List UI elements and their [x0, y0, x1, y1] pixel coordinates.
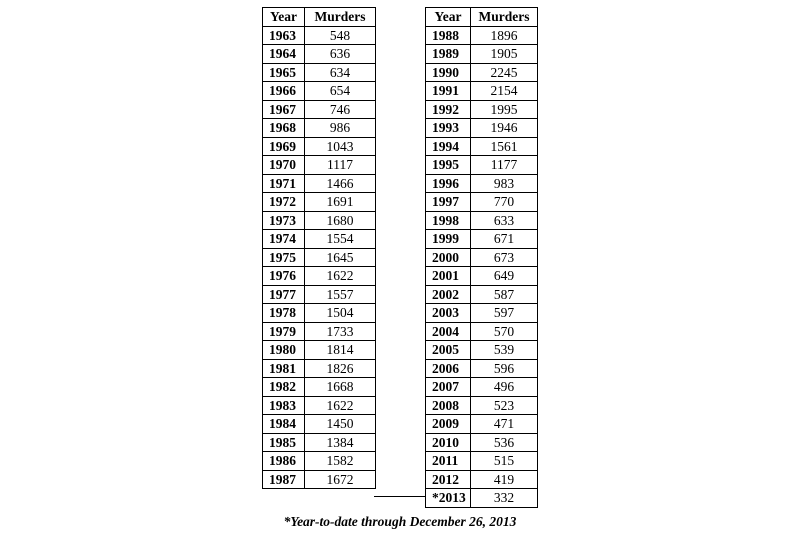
year-cell: 2004	[426, 322, 471, 341]
murders-cell: 523	[471, 396, 538, 415]
year-cell: 1995	[426, 156, 471, 175]
table-row	[263, 174, 376, 193]
year-cell: 1977	[263, 285, 305, 304]
table-row	[263, 285, 376, 304]
table-row	[426, 378, 538, 397]
murders-cell: 983	[471, 174, 538, 193]
year-cell: 1982	[263, 378, 305, 397]
murders-table-right	[425, 7, 538, 508]
year-cell: 2006	[426, 359, 471, 378]
murders-cell: 1905	[471, 45, 538, 64]
murders-cell: 1946	[471, 119, 538, 138]
murders-cell: 1043	[305, 137, 376, 156]
murders-cell: 1557	[305, 285, 376, 304]
year-cell: 2002	[426, 285, 471, 304]
table-row	[263, 82, 376, 101]
right-table-body	[426, 26, 538, 507]
murders-cell: 634	[305, 63, 376, 82]
table-row	[426, 63, 538, 82]
table-header-row	[263, 8, 376, 27]
murders-cell: 673	[471, 248, 538, 267]
year-cell: 2007	[426, 378, 471, 397]
murders-column-header: Murders	[471, 8, 538, 27]
year-cell: 1997	[426, 193, 471, 212]
murders-cell: 496	[471, 378, 538, 397]
table-row	[426, 489, 538, 508]
year-cell: 1999	[426, 230, 471, 249]
murders-cell: 1672	[305, 470, 376, 489]
year-cell: 2001	[426, 267, 471, 286]
year-cell: 2012	[426, 470, 471, 489]
footnote: *Year-to-date through December 26, 2013	[283, 514, 517, 529]
murders-cell: 1733	[305, 322, 376, 341]
table-row	[426, 470, 538, 489]
murders-cell: 1117	[305, 156, 376, 175]
table-row	[263, 322, 376, 341]
table-row	[426, 230, 538, 249]
year-cell: 2003	[426, 304, 471, 323]
table-row	[426, 156, 538, 175]
murders-table-left	[262, 7, 376, 489]
year-cell: 1978	[263, 304, 305, 323]
murders-cell: 1645	[305, 248, 376, 267]
murders-cell: 1466	[305, 174, 376, 193]
year-cell: 1989	[426, 45, 471, 64]
table-row	[263, 211, 376, 230]
year-cell: 1970	[263, 156, 305, 175]
murders-cell: 654	[305, 82, 376, 101]
table-row	[426, 100, 538, 119]
year-cell: *2013	[426, 489, 471, 508]
table-row	[263, 341, 376, 360]
murders-cell: 536	[471, 433, 538, 452]
table-row	[426, 341, 538, 360]
year-cell: 1969	[263, 137, 305, 156]
murders-cell: 471	[471, 415, 538, 434]
murders-cell: 1691	[305, 193, 376, 212]
murders-cell: 539	[471, 341, 538, 360]
table-row	[263, 45, 376, 64]
murders-cell: 332	[471, 489, 538, 508]
murders-cell: 548	[305, 26, 376, 45]
murders-cell: 671	[471, 230, 538, 249]
table-row	[263, 452, 376, 471]
year-cell: 1964	[263, 45, 305, 64]
murders-cell: 986	[305, 119, 376, 138]
table-row	[426, 211, 538, 230]
murders-cell: 570	[471, 322, 538, 341]
murders-cell: 746	[305, 100, 376, 119]
table-row	[263, 396, 376, 415]
table-connector-line	[374, 496, 426, 497]
murders-cell: 1680	[305, 211, 376, 230]
murders-cell: 596	[471, 359, 538, 378]
year-cell: 1990	[426, 63, 471, 82]
year-cell: 2000	[426, 248, 471, 267]
year-cell: 1963	[263, 26, 305, 45]
year-cell: 2011	[426, 452, 471, 471]
year-cell: 1972	[263, 193, 305, 212]
table-row	[426, 193, 538, 212]
year-cell: 1993	[426, 119, 471, 138]
year-cell: 1976	[263, 267, 305, 286]
left-table-body	[263, 26, 376, 489]
year-cell: 1971	[263, 174, 305, 193]
year-cell: 1991	[426, 82, 471, 101]
table-row	[426, 119, 538, 138]
murders-cell: 636	[305, 45, 376, 64]
year-cell: 1986	[263, 452, 305, 471]
table-row	[263, 156, 376, 175]
murders-cell: 1582	[305, 452, 376, 471]
table-row	[263, 26, 376, 45]
murders-cell: 1177	[471, 156, 538, 175]
table-row	[263, 100, 376, 119]
year-cell: 2008	[426, 396, 471, 415]
year-cell: 1987	[263, 470, 305, 489]
table-row	[263, 248, 376, 267]
year-cell: 1983	[263, 396, 305, 415]
murders-cell: 2154	[471, 82, 538, 101]
table-row	[263, 267, 376, 286]
table-row	[263, 415, 376, 434]
year-cell: 1980	[263, 341, 305, 360]
table-row	[426, 285, 538, 304]
year-cell: 1988	[426, 26, 471, 45]
murders-column-header: Murders	[305, 8, 376, 27]
year-cell: 2009	[426, 415, 471, 434]
table-row	[426, 26, 538, 45]
table-row	[426, 304, 538, 323]
table-row	[426, 82, 538, 101]
year-cell: 1992	[426, 100, 471, 119]
table-row	[263, 470, 376, 489]
murders-cell: 770	[471, 193, 538, 212]
year-cell: 1979	[263, 322, 305, 341]
murders-cell: 1561	[471, 137, 538, 156]
table-row	[263, 433, 376, 452]
murders-cell: 649	[471, 267, 538, 286]
table-header-row	[426, 8, 538, 27]
table-row	[426, 433, 538, 452]
table-row	[263, 63, 376, 82]
table-row	[426, 359, 538, 378]
table-row	[263, 378, 376, 397]
table-row	[426, 248, 538, 267]
murders-cell: 1668	[305, 378, 376, 397]
table-row	[263, 230, 376, 249]
year-cell: 1985	[263, 433, 305, 452]
year-cell: 1998	[426, 211, 471, 230]
murders-cell: 1450	[305, 415, 376, 434]
table-row	[426, 137, 538, 156]
table-row	[426, 174, 538, 193]
year-column-header: Year	[263, 8, 305, 27]
table-row	[263, 359, 376, 378]
murders-cell: 1995	[471, 100, 538, 119]
murders-cell: 419	[471, 470, 538, 489]
year-cell: 1973	[263, 211, 305, 230]
murders-cell: 1814	[305, 341, 376, 360]
table-row	[426, 322, 538, 341]
murders-cell: 2245	[471, 63, 538, 82]
murders-cell: 633	[471, 211, 538, 230]
year-cell: 1966	[263, 82, 305, 101]
murders-cell: 1384	[305, 433, 376, 452]
table-row	[426, 415, 538, 434]
murders-cell: 1896	[471, 26, 538, 45]
year-cell: 1996	[426, 174, 471, 193]
murders-cell: 1622	[305, 396, 376, 415]
year-cell: 1974	[263, 230, 305, 249]
table-row	[263, 193, 376, 212]
table-row	[263, 119, 376, 138]
year-cell: 1975	[263, 248, 305, 267]
table-row	[426, 45, 538, 64]
year-cell: 1981	[263, 359, 305, 378]
table-row	[263, 304, 376, 323]
year-column-header: Year	[426, 8, 471, 27]
table-row	[426, 267, 538, 286]
murders-cell: 1622	[305, 267, 376, 286]
murders-cell: 1554	[305, 230, 376, 249]
year-cell: 1965	[263, 63, 305, 82]
murders-cell: 587	[471, 285, 538, 304]
murders-cell: 515	[471, 452, 538, 471]
murders-cell: 1826	[305, 359, 376, 378]
table-row	[426, 452, 538, 471]
table-row	[426, 396, 538, 415]
year-cell: 1967	[263, 100, 305, 119]
year-cell: 1968	[263, 119, 305, 138]
murders-cell: 597	[471, 304, 538, 323]
year-cell: 2010	[426, 433, 471, 452]
table-row	[263, 137, 376, 156]
year-cell: 1994	[426, 137, 471, 156]
year-cell: 1984	[263, 415, 305, 434]
murders-cell: 1504	[305, 304, 376, 323]
year-cell: 2005	[426, 341, 471, 360]
